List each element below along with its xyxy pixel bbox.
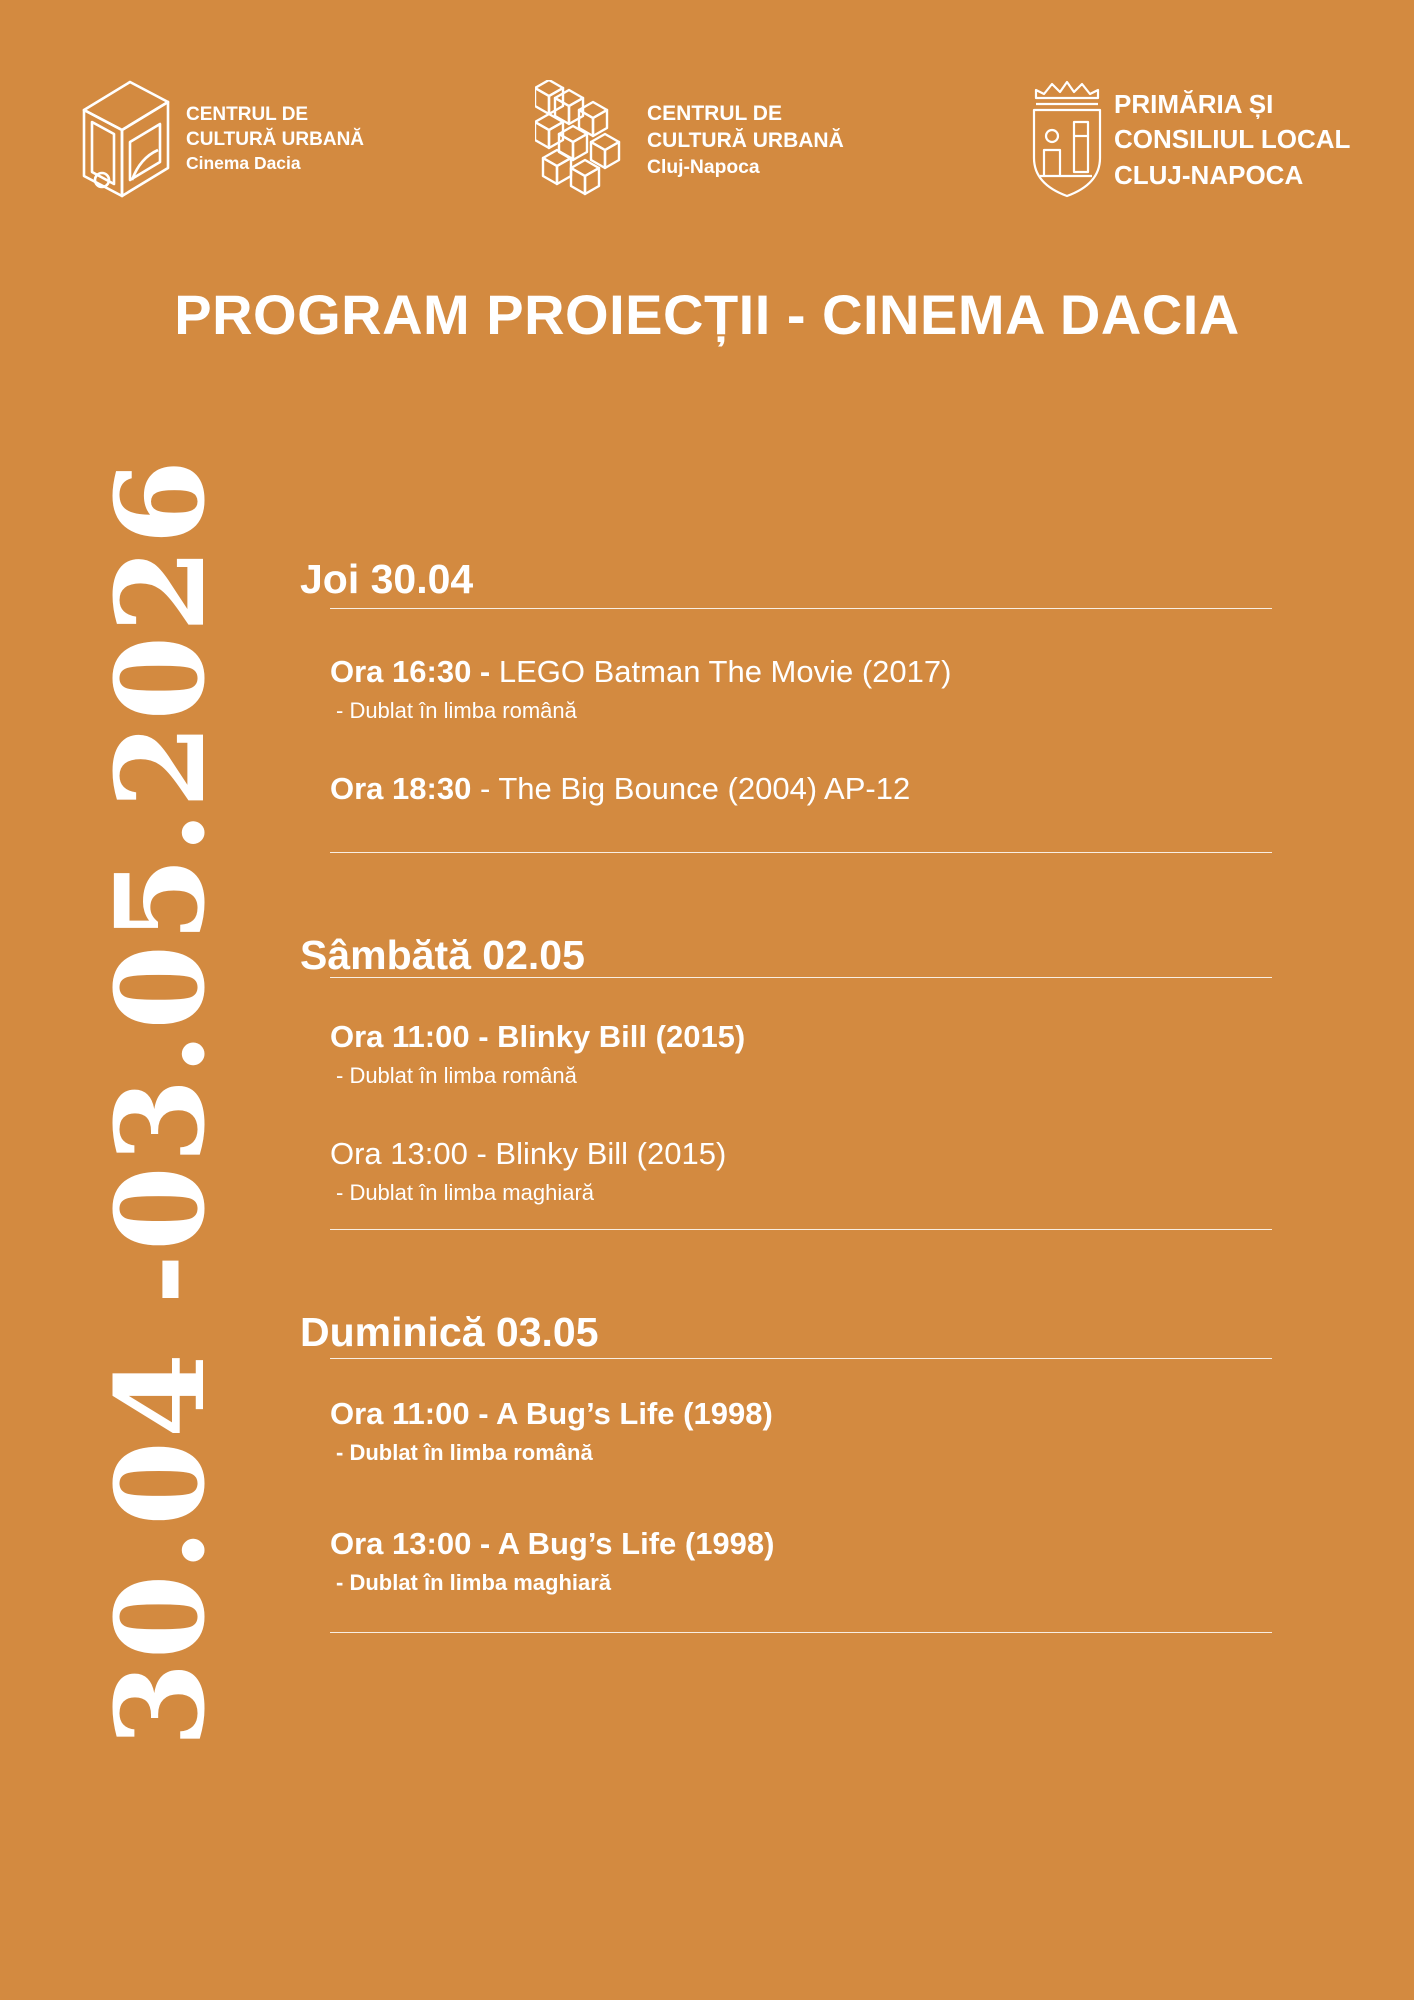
- logo-line: CULTURĂ URBANĂ: [186, 128, 365, 150]
- coat-of-arms-icon: [1030, 80, 1104, 200]
- show-time: Ora 18:30: [330, 771, 472, 806]
- show-item: [330, 1019, 745, 1089]
- show-film: - The Big Bounce (2004) AP-12: [471, 771, 911, 806]
- date-range-vertical: 30.04 -03.05.2026: [88, 456, 232, 1748]
- logo-line: Cluj-Napoca: [647, 156, 760, 178]
- show-time: Ora 16:30 -: [330, 654, 491, 689]
- show-item: [330, 1136, 726, 1206]
- logo-ccu-cinema-dacia: [80, 80, 364, 198]
- show-line: Ora 11:00 - A Bug’s Life (1998): [330, 1396, 773, 1431]
- logo-line: CULTURĂ URBANĂ: [647, 129, 844, 153]
- page-title: PROGRAM PROIECȚII - CINEMA DACIA: [174, 283, 1240, 346]
- day-title-sambata: Sâmbătă 02.05: [300, 932, 585, 978]
- logo-line: PRIMĂRIA ȘI: [1114, 88, 1274, 119]
- day-title-joi: Joi 30.04: [300, 556, 474, 602]
- logo-ccu-cluj-napoca: [535, 80, 844, 200]
- logo-line: CENTRUL DE: [186, 103, 309, 125]
- cube-building-icon: [80, 80, 172, 198]
- show-item: [330, 771, 910, 807]
- show-line: [330, 654, 951, 690]
- show-note: - Dublat în limba maghiară: [336, 1570, 612, 1595]
- show-item: [330, 1396, 773, 1466]
- logo-primaria-cluj-text: [1114, 87, 1350, 193]
- stacked-cubes-icon: [535, 80, 629, 200]
- day-title-duminica: Duminică 03.05: [300, 1309, 599, 1355]
- logo-line: CONSILIUL LOCAL: [1114, 124, 1351, 155]
- logo-primaria-cluj: [1030, 80, 1350, 200]
- show-note: - Dublat în limba română: [336, 1440, 593, 1465]
- logo-ccu-cinema-dacia-text: [186, 103, 364, 175]
- show-line: Ora 13:00 - A Bug’s Life (1998): [330, 1526, 775, 1561]
- show-note: - Dublat în limba română: [336, 698, 577, 723]
- show-note: - Dublat în limba maghiară: [336, 1180, 595, 1205]
- divider: [330, 608, 1272, 609]
- divider: [330, 977, 1272, 978]
- show-line: [330, 771, 910, 807]
- logo-ccu-cluj-napoca-text: [647, 100, 844, 180]
- show-film: LEGO Batman The Movie (2017): [490, 654, 952, 689]
- divider: [330, 1229, 1272, 1230]
- show-note: - Dublat în limba română: [336, 1063, 577, 1088]
- show-line: Ora 13:00 - Blinky Bill (2015): [330, 1136, 727, 1171]
- show-item: [330, 654, 951, 724]
- divider: [330, 1632, 1272, 1633]
- logo-line: Cinema Dacia: [186, 153, 301, 174]
- show-item: [330, 1526, 774, 1596]
- divider: [330, 852, 1272, 853]
- divider: [330, 1358, 1272, 1359]
- logo-line: CLUJ-NAPOCA: [1114, 159, 1304, 190]
- logo-line: CENTRUL DE: [647, 102, 782, 126]
- show-line: Ora 11:00 - Blinky Bill (2015): [330, 1019, 746, 1054]
